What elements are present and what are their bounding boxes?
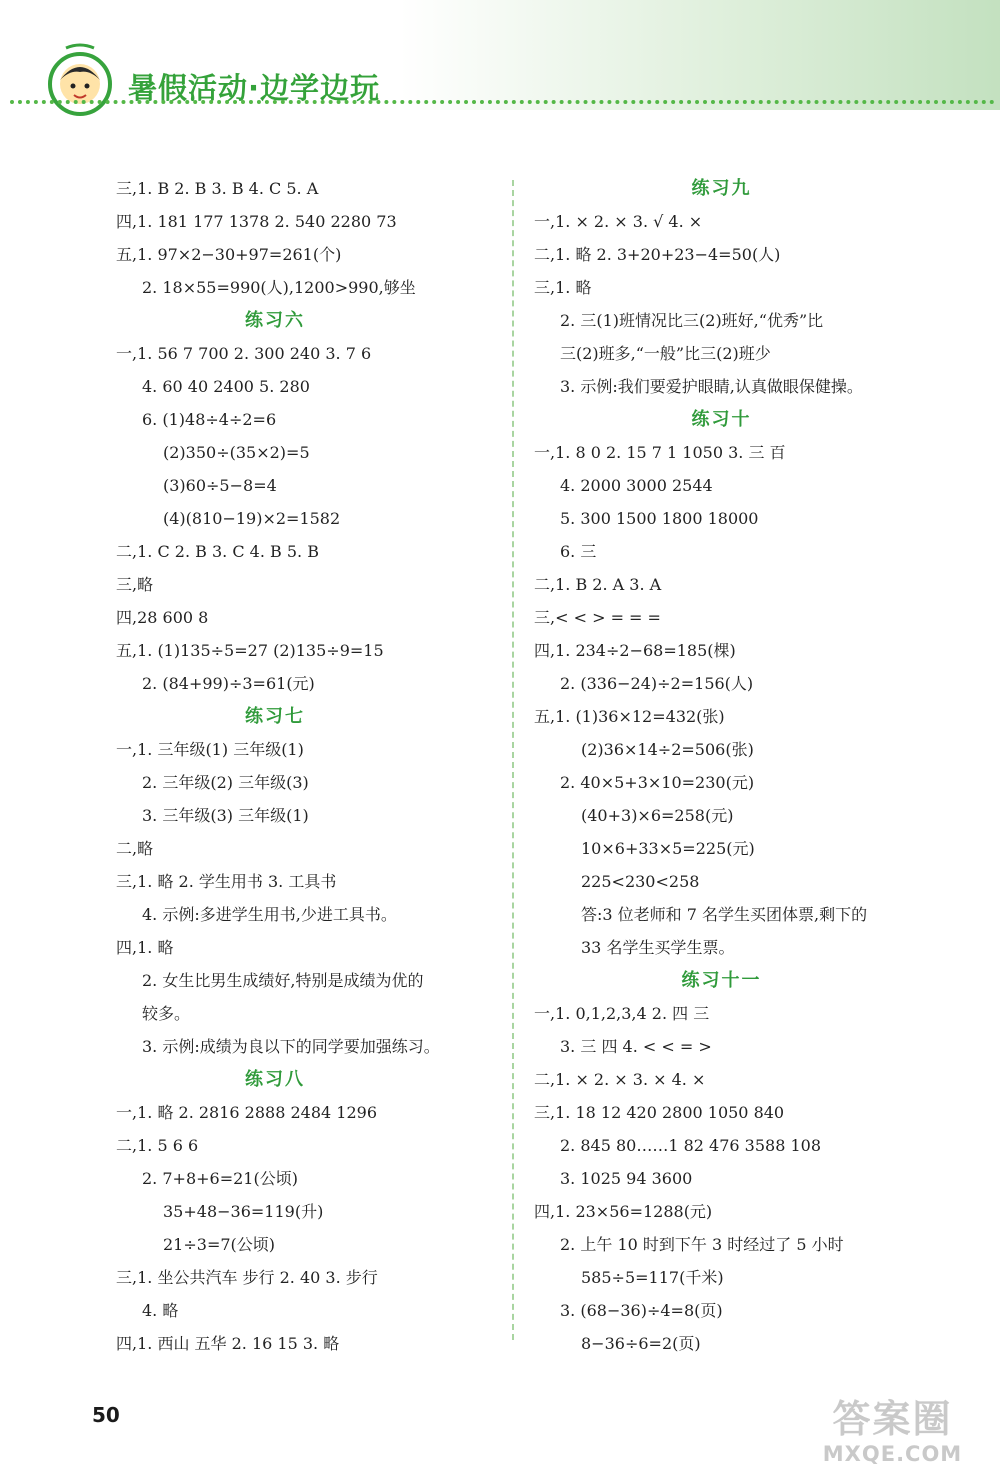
watermark-site: MXQE.COM xyxy=(822,1442,963,1466)
answer-line: 5. 300 1500 1800 18000 xyxy=(560,509,759,528)
answer-line: 4. 略 xyxy=(142,1301,179,1320)
answer-line: 三,1. B 2. B 3. B 4. C 5. A xyxy=(116,179,319,198)
answer-line: 3. 三 四 4. < < = > xyxy=(560,1037,712,1056)
answer-line: 35+48−36=119(升) xyxy=(163,1202,324,1221)
answer-line: 三,1. 坐公共汽车 步行 2. 40 3. 步行 xyxy=(116,1268,378,1287)
answer-line: 2. 7+8+6=21(公顷) xyxy=(142,1169,298,1188)
answer-line: 二,1. 略 2. 3+20+23−4=50(人) xyxy=(534,245,781,264)
section-title: 练习十 xyxy=(691,409,752,430)
answer-line: 三,1. 略 2. 学生用书 3. 工具书 xyxy=(116,872,337,891)
answer-line: 较多。 xyxy=(142,1004,191,1023)
answer-line: 二,1. C 2. B 3. C 4. B 5. B xyxy=(116,542,319,561)
answer-line: 五,1. (1)36×12=432(张) xyxy=(534,707,725,726)
answer-line: 四,1. 23×56=1288(元) xyxy=(534,1202,713,1221)
column-divider xyxy=(512,180,514,1340)
answer-line: 三,< < > = = = xyxy=(534,608,661,627)
answer-line: 6. (1)48÷4÷2=6 xyxy=(142,410,277,429)
answer-line: 一,1. 0,1,2,3,4 2. 四 三 xyxy=(534,1004,710,1023)
header-brand: 暑假活动·边学边玩 xyxy=(128,71,381,105)
answer-line: 二,1. × 2. × 3. × 4. × xyxy=(534,1070,706,1089)
answer-line: 2. 三年级(2) 三年级(3) xyxy=(142,773,309,792)
answer-line: 二,1. 5 6 6 xyxy=(116,1136,199,1155)
answer-line: 2. 三(1)班情况比三(2)班好,“优秀”比 xyxy=(560,311,824,330)
answer-line: 3. 示例:成绩为良以下的同学要加强练习。 xyxy=(142,1037,440,1056)
watermark-logo: 答案圈 xyxy=(832,1397,953,1441)
section-title: 练习六 xyxy=(245,310,305,331)
answer-line: (2)36×14÷2=506(张) xyxy=(581,740,754,759)
answer-line: (4)(810−19)×2=1582 xyxy=(163,509,341,528)
page-header xyxy=(0,0,1000,150)
mascot-icon xyxy=(40,40,120,120)
answer-line: 一,1. × 2. × 3. √ 4. × xyxy=(534,212,703,231)
answer-line: 四,1. 略 xyxy=(116,938,174,957)
answer-line: 三,略 xyxy=(116,575,154,594)
answer-line: 五,1. (1)135÷5=27 (2)135÷9=15 xyxy=(116,641,384,660)
answer-line: 4. 60 40 2400 5. 280 xyxy=(142,377,310,396)
answer-line: 四,1. 西山 五华 2. 16 15 3. 略 xyxy=(116,1334,340,1353)
answer-line: 二,1. B 2. A 3. A xyxy=(534,575,662,594)
answer-line: 10×6+33×5=225(元) xyxy=(581,839,755,858)
answer-line: 2. 40×5+3×10=230(元) xyxy=(560,773,755,792)
header-dotted-line xyxy=(10,100,995,104)
answer-line: 四,1. 234÷2−68=185(棵) xyxy=(534,641,736,660)
answer-line: 3. (68−36)÷4=8(页) xyxy=(560,1301,723,1320)
answer-line: 四,28 600 8 xyxy=(116,608,209,627)
answer-line: 21÷3=7(公顷) xyxy=(163,1235,276,1254)
section-title: 练习九 xyxy=(691,178,752,199)
answer-line: 2. 女生比男生成绩好,特别是成绩为优的 xyxy=(142,971,424,990)
section-title: 练习七 xyxy=(245,706,305,727)
answer-line: 2. 18×55=990(人),1200>990,够坐 xyxy=(142,278,416,297)
header-decoration xyxy=(400,0,1000,110)
watermark xyxy=(800,1396,985,1466)
answer-line: 三(2)班多,“一般”比三(2)班少 xyxy=(560,344,771,363)
answer-line: 2. 上午 10 时到下午 3 时经过了 5 小时 xyxy=(560,1235,844,1254)
left-answer-column xyxy=(116,172,506,1360)
answer-line: 4. 示例:多进学生用书,少进工具书。 xyxy=(142,905,397,924)
answer-line: 3. 1025 94 3600 xyxy=(560,1169,693,1188)
answer-line: 4. 2000 3000 2544 xyxy=(560,476,713,495)
answer-line: 三,1. 18 12 420 2800 1050 840 xyxy=(534,1103,785,1122)
answer-line: 答:3 位老师和 7 名学生买团体票,剩下的 xyxy=(581,905,868,924)
section-title: 练习八 xyxy=(245,1069,305,1090)
answer-line: 3. 三年级(3) 三年级(1) xyxy=(142,806,309,825)
answer-line: 三,1. 略 xyxy=(534,278,592,297)
answer-line: 2. (84+99)÷3=61(元) xyxy=(142,674,315,693)
answer-line: (2)350÷(35×2)=5 xyxy=(163,443,310,462)
answer-line: 一,1. 56 7 700 2. 300 240 3. 7 6 xyxy=(116,344,372,363)
answer-line: 五,1. 97×2−30+97=261(个) xyxy=(116,245,342,264)
page-number: 50 xyxy=(92,1403,120,1427)
answer-line: (40+3)×6=258(元) xyxy=(581,806,734,825)
section-title: 练习十一 xyxy=(681,970,762,991)
answer-line: 一,1. 三年级(1) 三年级(1) xyxy=(116,740,304,759)
answer-line: 33 名学生买学生票。 xyxy=(581,938,735,957)
answer-line: 3. 示例:我们要爱护眼睛,认真做眼保健操。 xyxy=(560,377,863,396)
answer-line: (3)60÷5−8=4 xyxy=(163,476,277,495)
answer-line: 225<230<258 xyxy=(581,872,700,891)
answer-line: 2. 845 80……1 82 476 3588 108 xyxy=(560,1136,822,1155)
answer-line: 2. (336−24)÷2=156(人) xyxy=(560,674,754,693)
answer-line: 四,1. 181 177 1378 2. 540 2280 73 xyxy=(116,212,397,231)
answer-line: 二,略 xyxy=(116,839,154,858)
answer-line: 一,1. 8 0 2. 15 7 1 1050 3. 三 百 xyxy=(534,443,786,462)
answer-line: 8−36÷6=2(页) xyxy=(581,1334,701,1353)
answer-line: 585÷5=117(千米) xyxy=(581,1268,724,1287)
right-answer-column xyxy=(534,172,944,1360)
answer-line: 6. 三 xyxy=(560,542,597,561)
answer-line: 一,1. 略 2. 2816 2888 2484 1296 xyxy=(116,1103,378,1122)
